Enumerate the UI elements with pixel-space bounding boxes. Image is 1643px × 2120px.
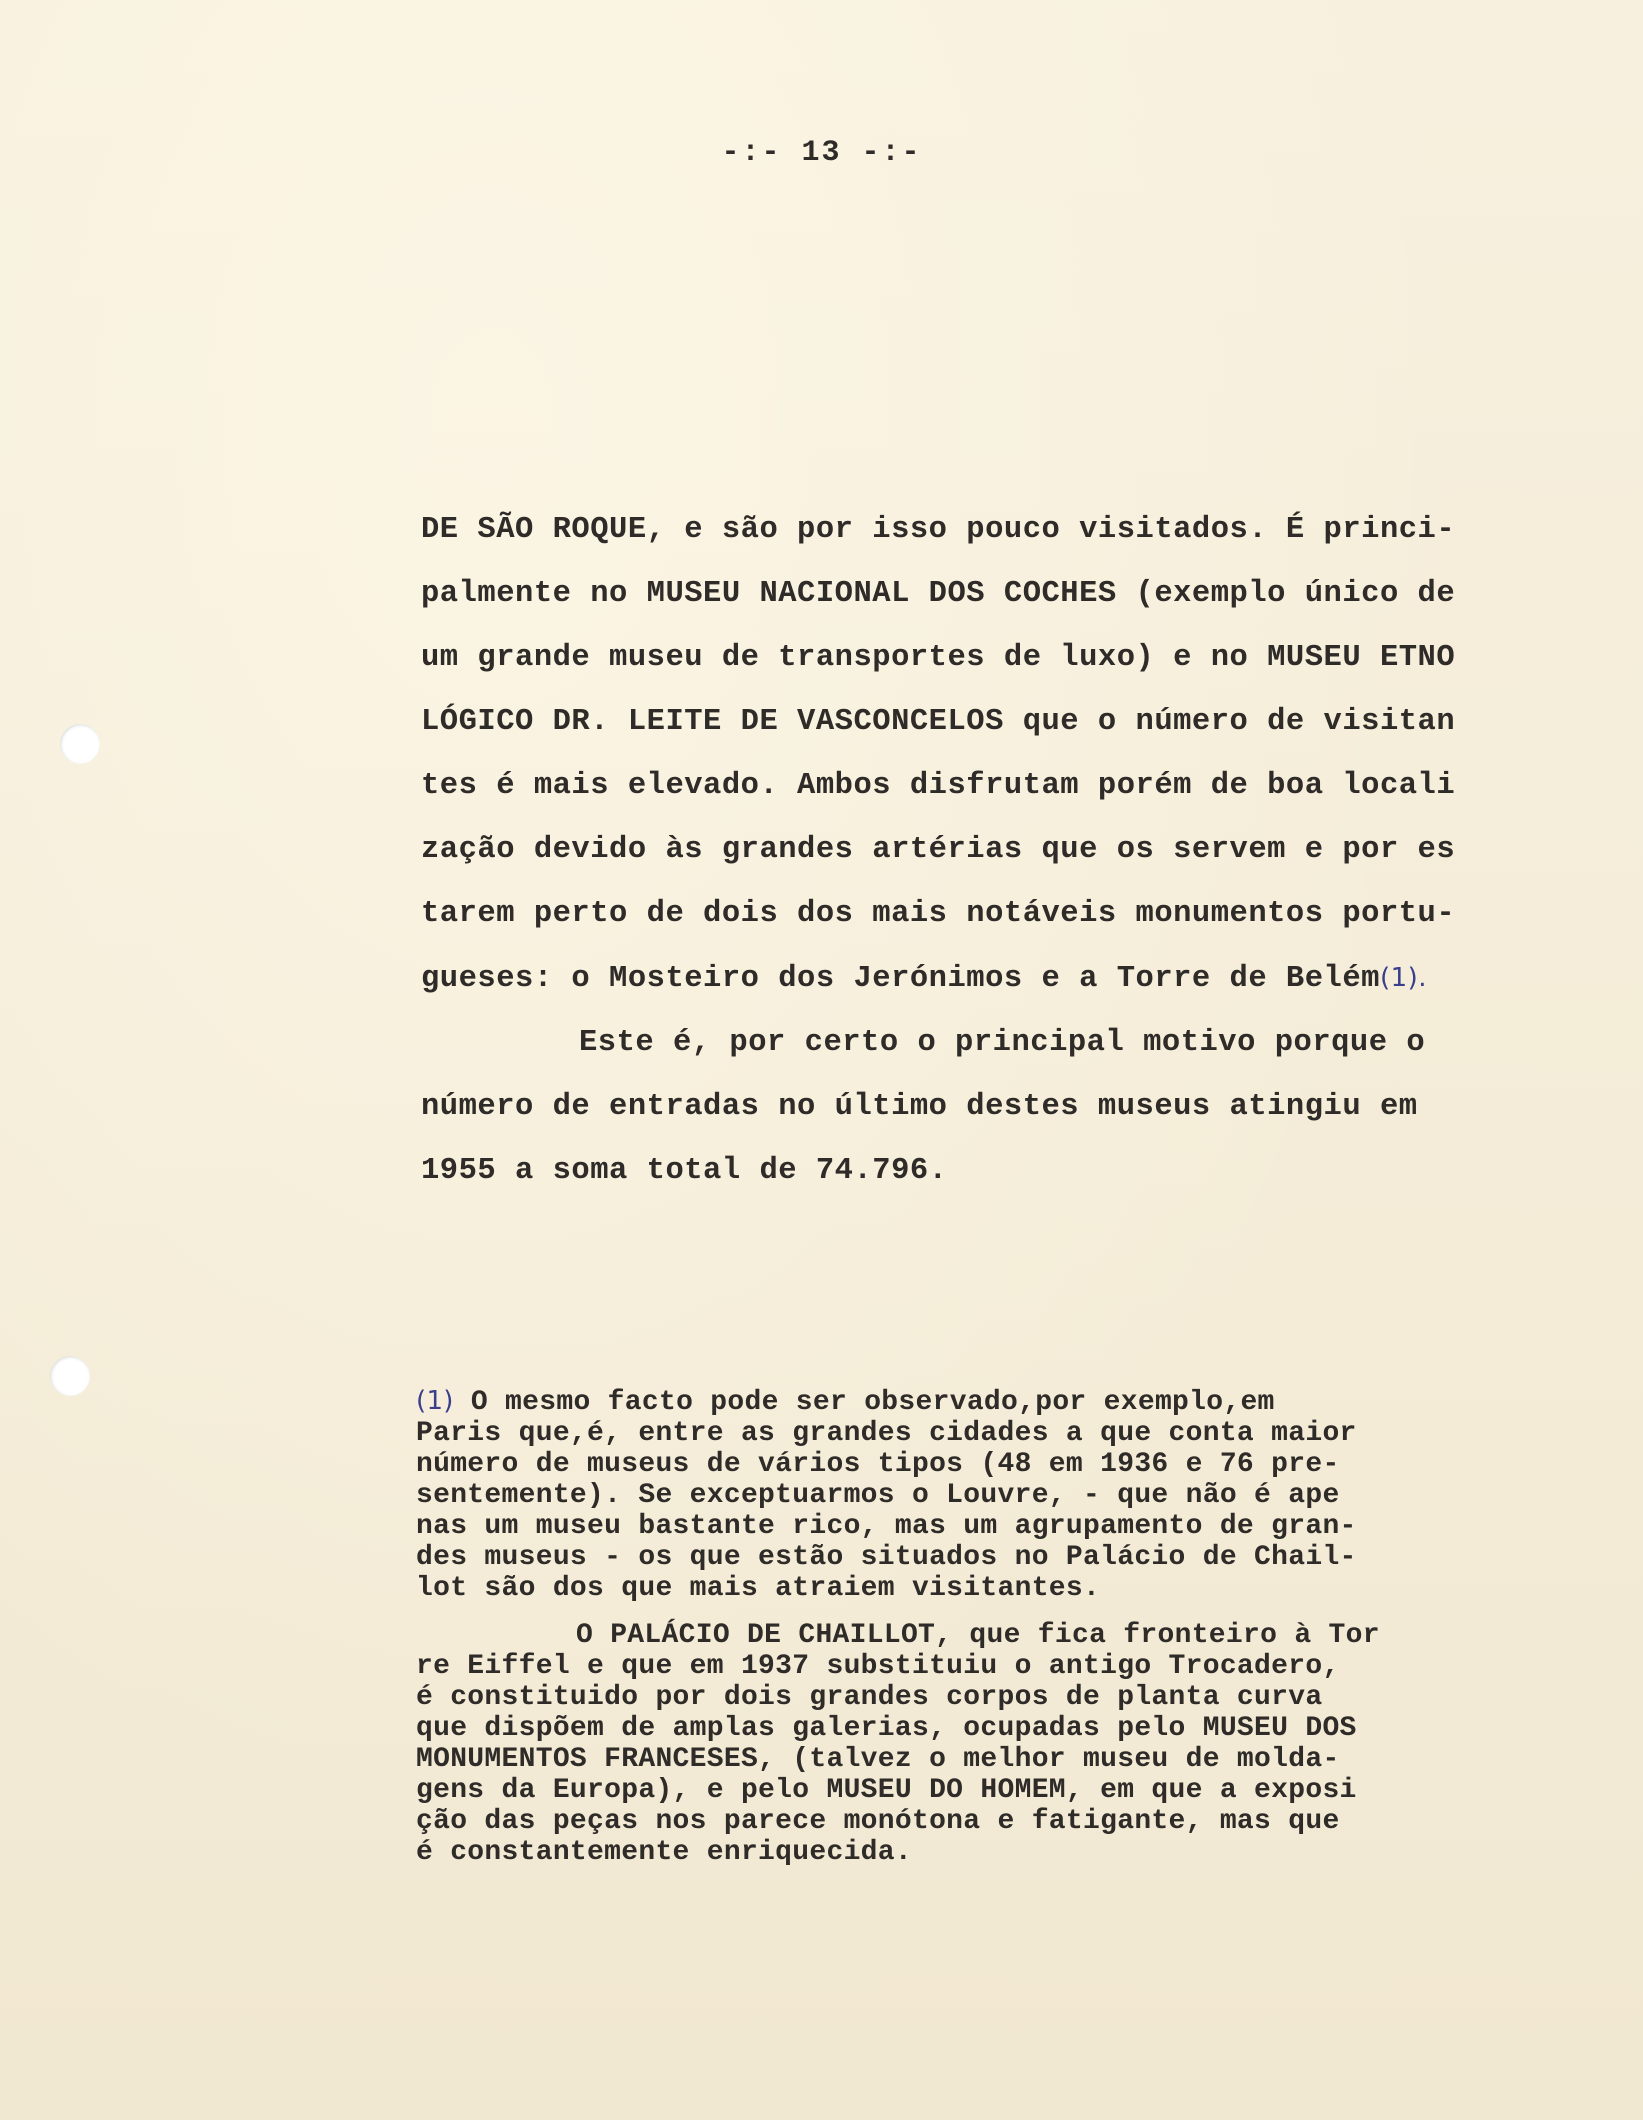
footnote-marker: (1)	[416, 1386, 454, 1416]
text-line: Este é, por certo o principal motivo porque o	[579, 1026, 1426, 1060]
text-line: sentemente). Se exceptuarmos o Louvre, - que não é ape	[416, 1480, 1340, 1511]
text-line: gens da Europa), e pelo MUSEU DO HOMEM, em que a exposi	[416, 1775, 1357, 1806]
text-line: palmente no MUSEU NACIONAL DOS COCHES (exemplo único de	[421, 577, 1456, 611]
text-line-content: gueses: o Mosteiro dos Jerónimos e a Torre de Belém	[421, 962, 1380, 996]
text-line: um grande museu de transportes de luxo) e no MUSEU ETNO	[421, 641, 1456, 675]
footnote-paragraph-2	[416, 1620, 1516, 1868]
text-line: número de museus de vários tipos (48 em 1936 e 76 pre-	[416, 1449, 1340, 1480]
text-line: é constantemente enriquecida.	[416, 1837, 912, 1868]
text-line: tes é mais elevado. Ambos disfrutam porém de boa locali	[421, 769, 1456, 803]
paragraph-2	[421, 1011, 1521, 1203]
text-line: 1955 a soma total de 74.796.	[421, 1154, 948, 1188]
footnote-reference: (1).	[1379, 963, 1428, 993]
text-line	[416, 1386, 1516, 1418]
text-line: ção das peças nos parece monótona e fatigante, mas que	[416, 1806, 1340, 1837]
footnote-paragraph-1	[416, 1386, 1516, 1604]
paragraph-1	[421, 498, 1521, 1011]
punch-hole	[60, 724, 100, 764]
text-line: des museus - os que estão situados no Palácio de Chail-	[416, 1542, 1357, 1573]
footnote	[416, 1386, 1516, 1868]
text-line: que dispõem de amplas galerias, ocupadas pelo MUSEU DOS	[416, 1713, 1357, 1744]
text-line-content: O mesmo facto pode ser observado,por exemplo,em	[453, 1387, 1275, 1418]
text-line: lot são dos que mais atraiem visitantes.	[416, 1573, 1101, 1604]
main-text	[421, 498, 1521, 1203]
text-line: LÓGICO DR. LEITE DE VASCONCELOS que o número de visitan	[421, 705, 1456, 739]
page-number: -:- 13 -:-	[721, 136, 922, 170]
text-line: nas um museu bastante rico, mas um agrupamento de gran-	[416, 1511, 1357, 1542]
text-line: número de entradas no último destes museus atingiu em	[421, 1090, 1418, 1124]
text-line: re Eiffel e que em 1937 substituiu o antigo Trocadero,	[416, 1651, 1340, 1682]
text-line: zação devido às grandes artérias que os servem e por es	[421, 833, 1456, 867]
punch-hole	[50, 1356, 90, 1396]
text-line: O PALÁCIO DE CHAILLOT, que fica fronteiro à Tor	[576, 1620, 1380, 1651]
text-line: Paris que,é, entre as grandes cidades a que conta maior	[416, 1418, 1357, 1449]
text-line: é constituido por dois grandes corpos de planta curva	[416, 1682, 1323, 1713]
text-line: MONUMENTOS FRANCESES, (talvez o melhor museu de molda-	[416, 1744, 1340, 1775]
text-line: DE SÃO ROQUE, e são por isso pouco visitados. É princi-	[421, 513, 1456, 547]
text-line: tarem perto de dois dos mais notáveis monumentos portu-	[421, 897, 1456, 931]
text-line	[421, 946, 1521, 1011]
